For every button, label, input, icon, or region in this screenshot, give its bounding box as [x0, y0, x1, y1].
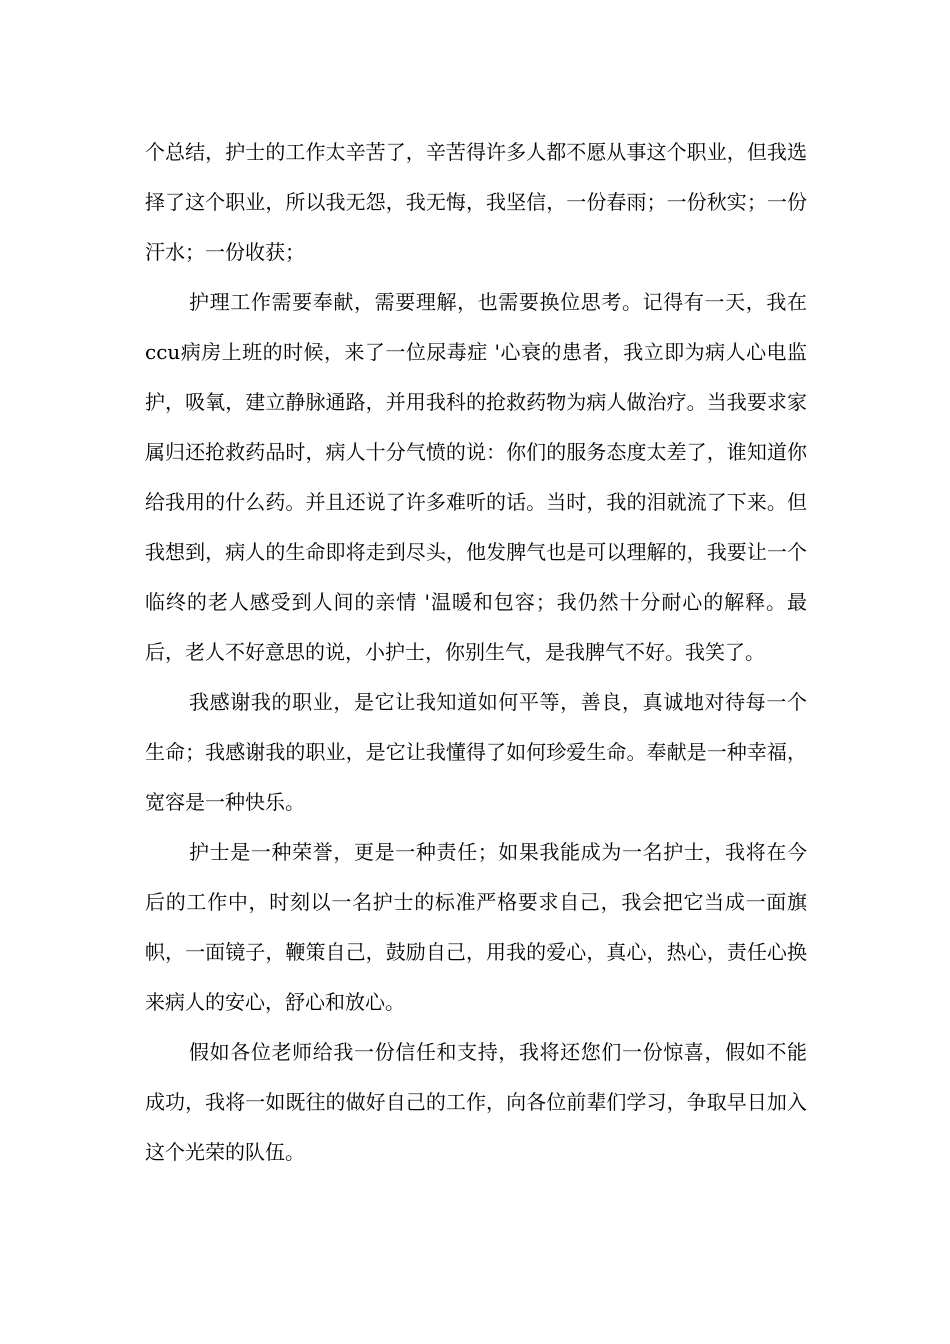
paragraph-gratitude: 我感谢我的职业，是它让我知道如何平等，善良，真诚地对待每一个生命；我感谢我的职业，是它让我懂得了如何珍爱生命。奉献是一种幸福，宽容是一种快乐。 [145, 690, 807, 814]
paragraph-closing: 假如各位老师给我一份信任和支持，我将还您们一份惊喜，假如不能成功，我将一如既往的做好自己的工作，向各位前辈们学习，争取早日加入这个光荣的队伍。 [145, 1040, 807, 1164]
paragraph-nursing-work: 护理工作需要奉献，需要理解，也需要换位思考。记得有一天，我在ccu病房上班的时候，来了一位尿毒症 '心衰的患者，我立即为病人心电监护，吸氧，建立静脉通路，并用我科的抢救药物为病人做治疗。当我要求家属归还抢救药品时，病人十分气愤的说：你们的服务态度太差了，谁知道你给我用的什么药。并且还说了许多难听的话。当时，我的泪就流了下来。但我想到，病人的生命即将走到尽头，他发脾气也是可以理解的，我要让一个临终的老人感受到人间的亲情 '温暖和包容；我仍然十分耐心的解释。最后，老人不好意思的说，小护士，你别生气，是我脾气不好。我笑了。 [145, 290, 807, 664]
document-body [145, 127, 807, 1177]
paragraph-honor-responsibility: 护士是一种荣誉，更是一种责任；如果我能成为一名护士，我将在今后的工作中，时刻以一名护士的标准严格要求自己，我会把它当成一面旗帜，一面镜子，鞭策自己，鼓励自己，用我的爱心，真心，热心，责任心换来病人的安心，舒心和放心。 [145, 840, 807, 1014]
paragraph-continuation: 个总结，护士的工作太辛苦了，辛苦得许多人都不愿从事这个职业，但我选择了这个职业，所以我无怨，我无悔，我坚信，一份春雨；一份秋实；一份汗水；一份收获； [145, 140, 807, 264]
